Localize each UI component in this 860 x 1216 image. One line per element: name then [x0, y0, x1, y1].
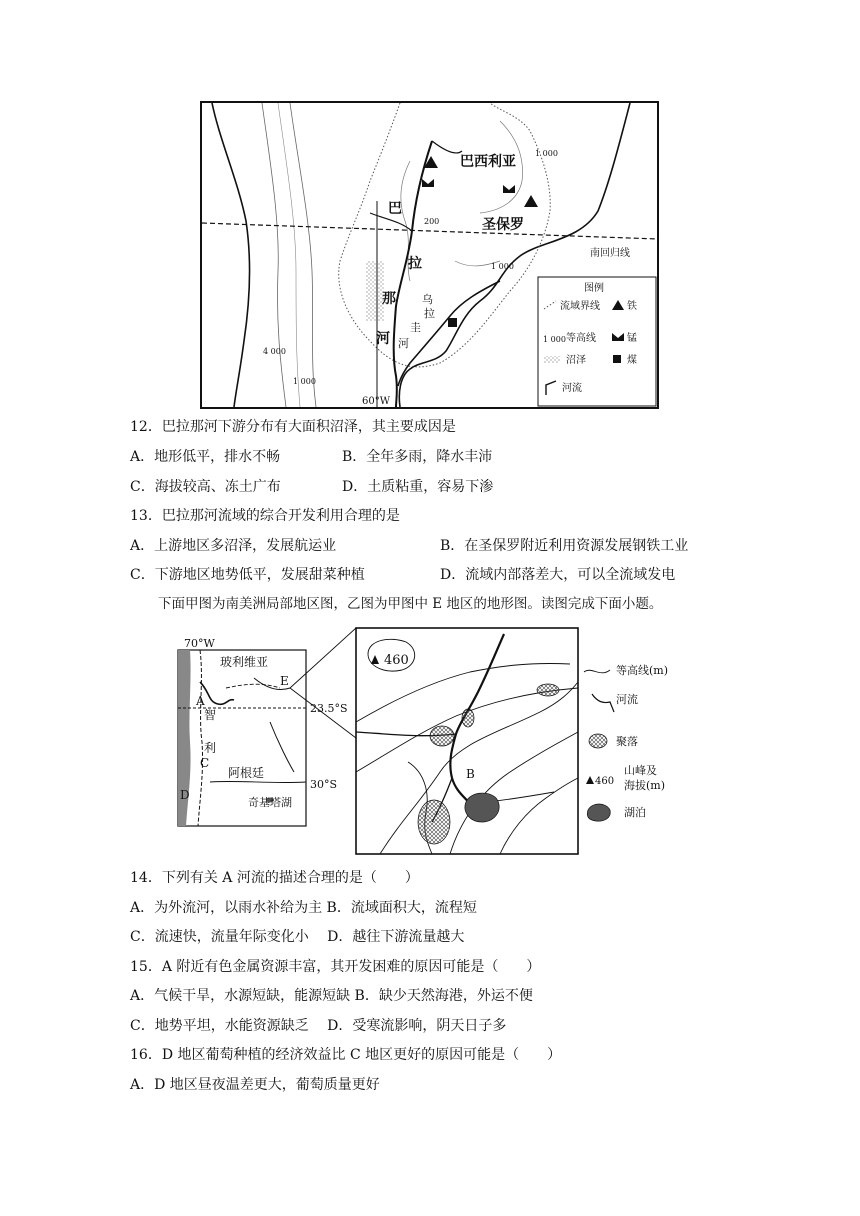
parana-basin-map: [200, 101, 660, 411]
label-uruguay-4: 河: [398, 337, 409, 350]
legend-swamp: 沼泽: [566, 355, 586, 366]
label-contour-1000b: 1 000: [491, 262, 514, 271]
label-23-5s: 23.5°S: [310, 702, 348, 715]
label-chiquita: 奇基塔湖: [248, 796, 292, 809]
section-intro: 下面甲图为南美洲局部地区图，乙图为甲图中 E 地区的地形图。读图完成下面小题。: [158, 596, 663, 612]
legend-swamp-icon: [544, 356, 560, 363]
label-saopaulo: 圣保罗: [482, 217, 524, 233]
q12-stem: 12．巴拉那河下游分布有大面积沼泽，其主要成因是: [130, 419, 456, 435]
label-chile-1: 智: [204, 708, 217, 722]
label-uruguay-1: 乌: [422, 293, 433, 306]
q16-stem: 16．D 地区葡萄种植的经济效益比 C 地区更好的原因可能是（ ）: [130, 1047, 562, 1063]
label-contour-1000a: 1 000: [535, 149, 558, 158]
label-parana-2: 拉: [408, 256, 422, 272]
label-contour-200: 200: [424, 217, 440, 226]
label-tropic: 南回归线: [590, 248, 630, 259]
label-a: A: [196, 694, 205, 708]
settlement: [418, 800, 450, 844]
legend2-peak-1: 山峰及: [624, 764, 657, 777]
legend-settlement-icon: [589, 734, 607, 748]
q13-option-a: A．上游地区多沼泽，发展航运业: [130, 538, 337, 554]
q14-option-cd: C．流速快，流量年际变化小 D．越往下游流量越大: [130, 929, 465, 945]
legend-peak-icon: [586, 776, 594, 784]
q15-stem: 15．A 附近有色金属资源丰富，其开发困难的原因可能是（ ）: [130, 959, 541, 975]
legend-river-icon: [592, 694, 614, 712]
coal-icon: [448, 318, 457, 327]
q13-option-d: D．流域内部落差大，可以全流域发电: [440, 567, 676, 583]
legend-iron: 铁: [627, 301, 637, 312]
label-lon-60w: 60°W: [362, 396, 391, 407]
settlement: [537, 684, 559, 696]
legend2-river: 河流: [616, 693, 638, 706]
legend-contour: 等高线: [566, 333, 596, 344]
legend-manganese: 锰: [627, 333, 637, 344]
label-uruguay-2: 拉: [424, 307, 435, 320]
map-jia: [178, 637, 348, 826]
label-brasilia: 巴西利亚: [460, 154, 516, 170]
label-b: B: [466, 767, 475, 781]
label-argentina: 阿根廷: [228, 766, 265, 780]
label-bolivia: 玻利维亚: [220, 655, 269, 669]
q12-option-b: B．全年多雨，降水丰沛: [342, 449, 493, 465]
label-30s: 30°S: [310, 778, 338, 791]
legend-contour-icon: [584, 670, 610, 673]
legend-coal: 煤: [627, 355, 637, 366]
q14-stem: 14．下列有关 A 河流的描述合理的是（ ）: [130, 870, 419, 886]
lake: [465, 793, 499, 822]
q13-option-c: C．下游地区地势低平，发展甜菜种植: [130, 567, 365, 583]
label-contour-1000c: 1 000: [293, 377, 316, 386]
q15-option-ab: A．气候干旱，水源短缺，能源短缺 B．缺少天然海港，外运不便: [130, 988, 533, 1004]
q15-option-cd: C．地势平坦，水能资源缺乏 D．受寒流影响，阴天日子多: [130, 1018, 507, 1034]
settlement: [462, 709, 474, 727]
legend2-peak-2: 海拔(m): [624, 779, 666, 792]
label-uruguay-3: 圭: [410, 321, 421, 334]
label-d: D: [180, 788, 190, 802]
label-contour-4000: 4 000: [263, 347, 286, 356]
legend-river: 河流: [562, 383, 582, 394]
map1-legend: [538, 277, 656, 406]
label-parana-3: 那: [382, 291, 396, 307]
legend2-peak-num: 460: [595, 776, 615, 787]
q12-option-c: C．海拔较高、冻土广布: [130, 479, 281, 495]
label-peak-460: 460: [384, 653, 409, 668]
q12-option-d: D．土质粘重，容易下渗: [342, 479, 494, 495]
legend-contour-num: 1 000: [543, 335, 566, 344]
legend-lake-icon: [587, 804, 610, 821]
q13-option-b: B．在圣保罗附近利用资源发展钢铁工业: [440, 538, 689, 554]
label-parana-4: 河: [376, 331, 390, 347]
legend-basin: 流域界线: [560, 301, 600, 312]
q16-option-a: A．D 地区昼夜温差更大，葡萄质量更好: [130, 1077, 380, 1093]
legend-title: 图例: [584, 283, 604, 294]
q14-option-ab: A．为外流河，以雨水补给为主 B．流域面积大，流程短: [130, 900, 477, 916]
south-america-maps: [170, 622, 710, 860]
label-70w: 70°W: [184, 637, 215, 650]
q12-option-a: A．地形低平，排水不畅: [130, 449, 281, 465]
legend-coal-icon: [613, 355, 621, 363]
map-yi: [356, 628, 578, 854]
label-c: C: [200, 756, 210, 770]
map2-legend: [584, 663, 668, 821]
settlement: [430, 726, 454, 746]
label-parana-1: 巴: [388, 201, 402, 217]
legend2-lake: 湖泊: [624, 806, 646, 819]
q13-stem: 13．巴拉那河流域的综合开发利用合理的是: [130, 508, 400, 524]
legend2-contour: 等高线(m): [616, 664, 669, 677]
label-e: E: [280, 674, 289, 688]
label-chile-2: 利: [204, 741, 217, 755]
legend2-settlement: 聚落: [616, 735, 638, 748]
